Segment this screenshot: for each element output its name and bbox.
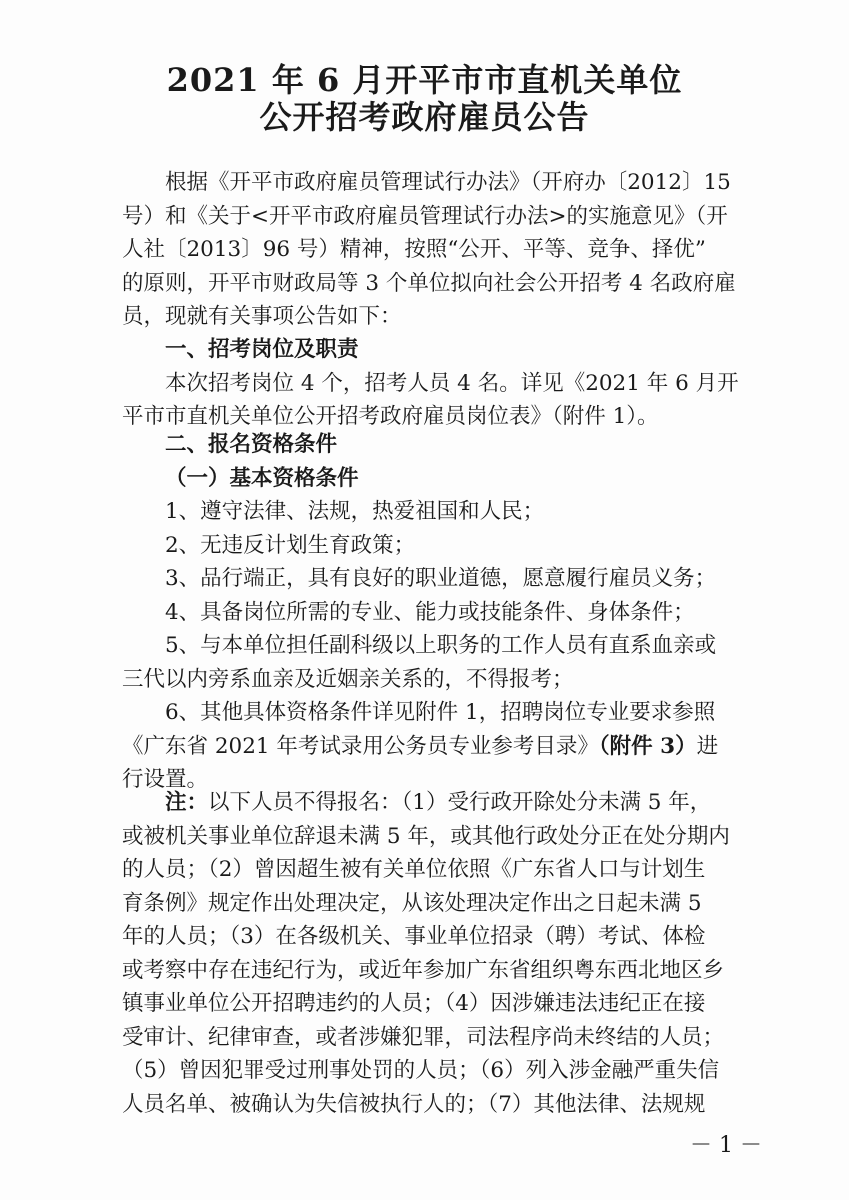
text-line: 受审计、纪律审查，或者涉嫌犯罪，司法程序尚未终结的人员； [122,1024,725,1050]
subsection1-heading: （一）基本资格条件 [165,465,359,491]
text-line: 本次招考岗位 4 个，招考人员 4 名。详见《2021 年 6 月开 [165,370,739,396]
text-line: 行设置。 [122,767,209,792]
text-line: 育条例》规定作出处理决定，从该处理决定作出之日起未满 5 [122,890,702,916]
text-line: 镇事业单位公开招聘违约的人员；（4）因涉嫌违法违纪正在接 [122,991,706,1016]
text-line: 或考察中存在违纪行为，或近年参加广东省组织粤东西北地区乡 [122,957,725,983]
text-line: 三代以内旁系血亲及近姻亲关系的，不得报考； [122,666,574,692]
text-line: （5）曾因犯罪受过刑事处罚的人员；（6）列入涉金融严重失信 [122,1058,720,1083]
intro-paragraph [122,166,750,334]
text-line: 人社〔2013〕96 号）精神，按照“公开、平等、竞争、择优” [122,237,706,262]
page-number: － 1 － [690,1133,762,1158]
list-item: 5、与本单位担任副科级以上职务的工作人员有直系血亲或 [165,633,717,658]
attachment3-reference: （附件 3） [598,733,697,759]
text-line: 的人员；（2）曾因超生被有关单位依照《广东省人口与计划生 [122,857,706,882]
text-line: 人员名单、被确认为失信被执行人的；（7）其他法律、法规规 [122,1091,706,1117]
text-line: 员，现就有关事项公告如下： [122,304,402,329]
document-title-line2: 公开招考政府雇员公告 [259,98,590,136]
document-title-line1: 2021 年 6 月开平市市直机关单位 [166,61,683,99]
note-text: 以下人员不得报名：（1）受行政开除处分未满 5 年， [208,790,712,815]
note-label: 注： [165,790,209,815]
text-line: 年的人员；（3）在各级机关、事业单位招录（聘）考试、体检 [122,924,706,949]
section2 [122,428,750,797]
section1 [122,333,750,434]
section1-heading: 一、招考岗位及职责 [165,337,359,362]
catalog-reference: 《广东省 2021 年考试录用公务员专业参考目录》 [122,733,599,759]
section2-heading: 二、报名资格条件 [165,432,338,457]
note-paragraph [122,786,750,1121]
list-item: 4、具备岗位所需的专业、能力或技能条件、身体条件； [165,599,695,625]
list-item: 3、品行端正，具有良好的职业道德，愿意履行雇员义务； [165,566,717,591]
text-line [122,730,750,764]
text-line: 或被机关事业单位辞退未满 5 年，或其他行政处分正在处分期内 [122,823,730,849]
text-line: 根据《开平市政府雇员管理试行办法》（开府办〔2012〕15 [165,170,731,195]
text-line [122,786,750,820]
text-line: 平市市直机关单位公开招考政府雇员岗位表》（附件 1）。 [122,404,659,429]
text-fragment: 进 [696,733,719,759]
list-item: 6、其他具体资格条件详见附件 1，招聘岗位专业要求参照 [165,700,716,725]
list-item: 2、无违反计划生育政策； [165,532,416,558]
text-line: 的原则，开平市财政局等 3 个单位拟向社会公开招考 4 名政府雇 [122,270,736,296]
list-item: 1、遵守法律、法规，热爱祖国和人民； [165,499,545,524]
text-line: 号）和《关于<开平市政府雇员管理试行办法>的实施意见》（开 [122,203,728,229]
